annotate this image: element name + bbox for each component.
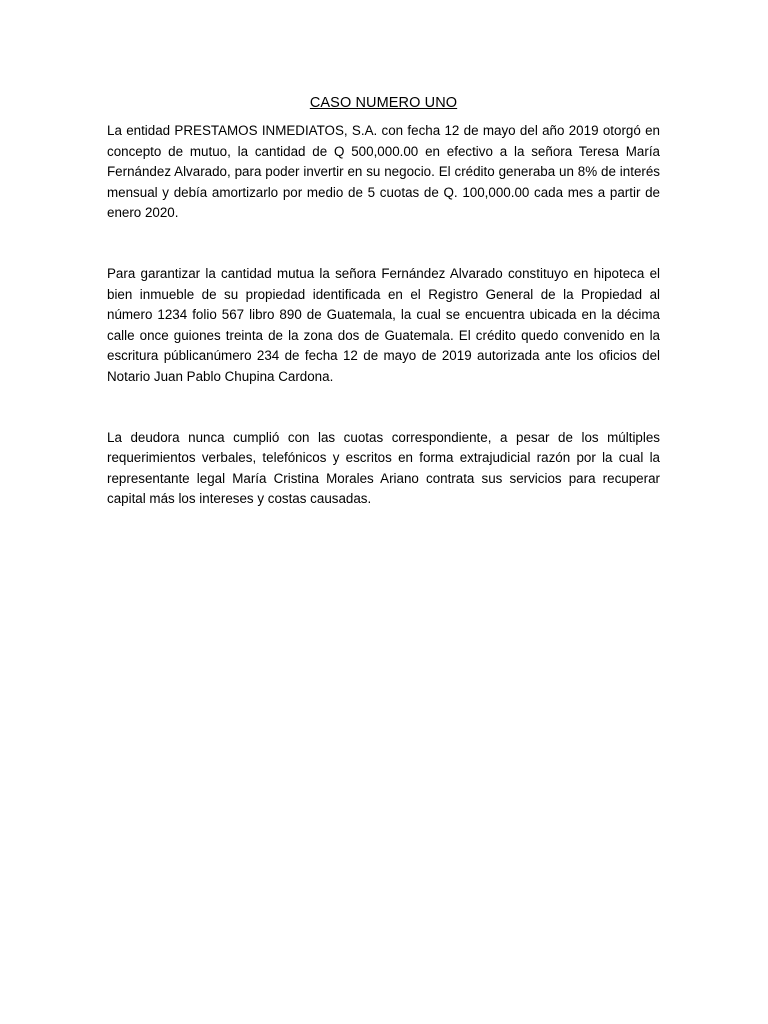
document-title: CASO NUMERO UNO — [309, 95, 458, 111]
paragraph-mortgage-guarantee: Para garantizar la cantidad mutua la señora Fernández Alvarado constituyo en hipoteca el bien inmueble de su propiedad identificada en el Registro General de la Propiedad al número 1234 folio 567 libro 890 de Guatemala, la cual se encuentra ubicada en la décima calle once guiones treinta de la zona dos de Guatemala. El crédito quedo convenido en la escritura públicanúmero 234 de fecha 12 de mayo de 2019 autorizada ante los oficios del Notario Juan Pablo Chupina Cardona. — [107, 265, 660, 384]
document-body — [107, 94, 660, 510]
paragraph-default-claim: La deudora nunca cumplió con las cuotas correspondiente, a pesar de los múltiples requerimientos verbales, telefónicos y escritos en forma extrajudicial razón por la cual la representante legal María Cristina Morales Ariano contrata sus servicios para recuperar capital más los intereses y costas causadas. — [107, 429, 660, 507]
paragraph-loan-details: La entidad PRESTAMOS INMEDIATOS, S.A. con fecha 12 de mayo del año 2019 otorgó en concepto de mutuo, la cantidad de Q 500,000.00 en efectivo a la señora Teresa María Fernández Alvarado, para poder invertir en su negocio. El crédito generaba un 8% de interés mensual y debía amortizarlo por medio de 5 cuotas de Q. 100,000.00 cada mes a partir de enero 2020. — [107, 123, 660, 221]
